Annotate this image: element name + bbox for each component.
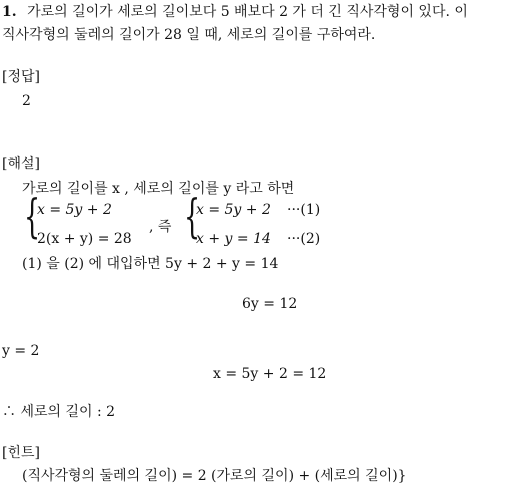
left-brace-1: { [24, 189, 41, 243]
answer-value: 2 [22, 93, 31, 109]
solution-intro: 가로의 길이를 x , 세로의 길이를 y 라고 하면 [22, 181, 295, 197]
step-x-equals-12: x = 5y + 2 = 12 [213, 366, 327, 382]
system1-eq2: 2(x + y) = 28 [37, 231, 132, 247]
answer-label: [정답] [2, 69, 40, 85]
conclusion-line: ∴ 세로의 길이 : 2 [2, 404, 116, 420]
hint-label: [힌트] [2, 445, 40, 461]
problem-text-2: 직사각형의 둘레의 길이가 28 일 때, 세로의 길이를 구하여라. [2, 27, 376, 43]
system2-eq1: x = 5y + 2 [196, 202, 271, 218]
solution-label: [해설] [2, 156, 40, 172]
step-6y-equals-12: 6y = 12 [242, 296, 298, 312]
system2-eq1-tag: ···(1) [287, 202, 321, 218]
system2-eq2: x + y = 14 [196, 231, 271, 247]
connector-text: , 즉 [149, 219, 172, 235]
left-brace-2: { [184, 189, 201, 243]
substitution-line: (1) 을 (2) 에 대입하면 5y + 2 + y = 14 [22, 256, 279, 272]
system2-eq2-tag: ···(2) [287, 231, 321, 247]
step-y-equals-2: y = 2 [2, 343, 40, 359]
problem-line-1 [2, 1, 468, 21]
problem-number: 1. [2, 4, 17, 20]
hint-text: (직사각형의 둘레의 길이) = 2 (가로의 길이) + (세로의 길이)} [22, 468, 407, 484]
problem-text-1: 가로의 길이가 세로의 길이보다 5 배보다 2 가 더 긴 직사각형이 있다. 이 [27, 4, 468, 20]
system1-eq1: x = 5y + 2 [37, 202, 112, 218]
